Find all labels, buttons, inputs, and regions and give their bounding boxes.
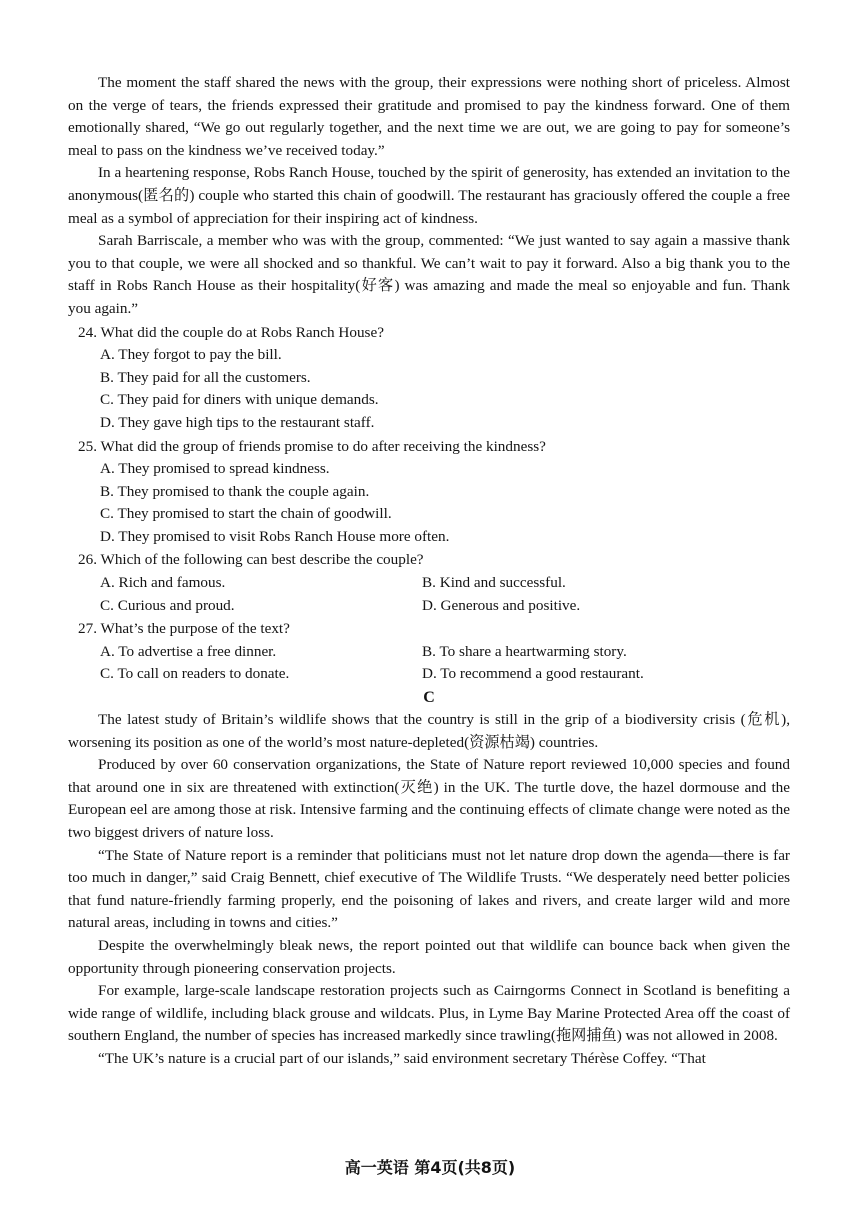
page-content	[68, 72, 790, 1071]
option-a: A. To advertise a free dinner.	[100, 642, 277, 660]
passage-c-paragraph-5: For example, large-scale landscape restoration projects such as Cairngorms Connect in Scotland is benefiting a wide range of wildlife, including black grouse and wildcats. Plus, in Lyme Bay Marine Protected Area off the coast of southern England, the number of species has increased markedly since trawling(拖网捕鱼) was not allowed in 2008.	[68, 982, 790, 1045]
passage-b-paragraph-1: The moment the staff shared the news with the group, their expressions were nothing short of priceless. Almost on the verge of tears, the friends expressed their gratitude and promised to pay the kindness forward. One of them emotionally shared, “We go out regularly together, and the next time we are out, we are going to pay for someone’s meal to pass on the kindness we’ve received today.”	[68, 74, 790, 159]
option-a: A. They forgot to pay the bill.	[100, 346, 282, 364]
question-27	[68, 618, 790, 686]
option-a: A. Rich and famous.	[100, 574, 226, 592]
option-c: C. They paid for diners with unique demands.	[100, 391, 379, 409]
passage-c-paragraph-6: “The UK’s nature is a crucial part of our islands,” said environment secretary Thérèse Coffey. “That	[98, 1049, 706, 1067]
question-options	[68, 344, 790, 434]
passage-c-paragraph-3: “The State of Nature report is a reminder that politicians must not let nature drop down the agenda—there is far too much in danger,” said Craig Bennett, chief executive of The Wildlife Trusts. “We desperately need better policies that fund nature-friendly farming properly, end the poisoning of lakes and rivers, and create larger wild and more natural areas, including in towns and cities.”	[68, 846, 790, 932]
option-row	[100, 572, 790, 595]
option-d: D. To recommend a good restaurant.	[422, 665, 644, 683]
option-d: D. They promised to visit Robs Ranch House more often.	[100, 527, 450, 545]
question-stem: 25. What did the group of friends promise to do after receiving the kindness?	[78, 437, 546, 455]
page-footer: 高一英语 第4页(共8页)	[344, 1158, 516, 1177]
question-options	[68, 641, 790, 686]
option-row	[100, 641, 790, 664]
question-stem: 24. What did the couple do at Robs Ranch House?	[78, 323, 384, 341]
option-b: B. They paid for all the customers.	[100, 368, 311, 386]
option-c: C. To call on readers to donate.	[100, 665, 290, 683]
option-d: D. Generous and positive.	[422, 596, 581, 614]
option-b: B. Kind and successful.	[422, 574, 566, 592]
passage-b-paragraph-2: In a heartening response, Robs Ranch House, touched by the spirit of generosity, has extended an invitation to the anonymous(匿名的) couple who started this chain of goodwill. The restaurant has graciously offered the couple a free meal as a symbol of appreciation for their inspiring act of kindness.	[68, 164, 790, 227]
question-options	[68, 572, 790, 617]
option-row	[100, 663, 790, 686]
question-26	[68, 549, 790, 617]
passage-b-paragraph-3: Sarah Barriscale, a member who was with the group, commented: “We just wanted to say again a massive thank you to that couple, we were all shocked and so thankful. We can’t wait to pay it forward. Also a big thank you to the staff in Robs Ranch House as their hospitality(好客) was amazing and made the meal so enjoyable and fun. Thank you again.”	[68, 232, 790, 317]
section-label: C	[423, 689, 435, 707]
question-24	[68, 322, 790, 435]
question-25	[68, 436, 790, 549]
passage-c-paragraph-4: Despite the overwhelmingly bleak news, the report pointed out that wildlife can bounce back when given the opportunity through pioneering conservation projects.	[68, 936, 790, 977]
question-stem: 26. Which of the following can best describe the couple?	[78, 551, 424, 569]
option-row	[100, 595, 790, 618]
option-b: B. To share a heartwarming story.	[422, 642, 627, 660]
question-options	[68, 458, 790, 548]
option-a: A. They promised to spread kindness.	[100, 460, 330, 478]
passage-c-paragraph-2: Produced by over 60 conservation organizations, the State of Nature report reviewed 10,000 species and found that around one in six are threatened with extinction(灭绝) in the UK. The turtle dove, the hazel dormouse and the European eel are among those at risk. Intensive farming and the continuing effects of climate change were noted as the two biggest drivers of nature loss.	[68, 756, 790, 841]
option-c: C. Curious and proud.	[100, 596, 235, 614]
passage-c-paragraph-1: The latest study of Britain’s wildlife shows that the country is still in the grip of a biodiversity crisis (危机), worsening its position as one of the world’s most nature-depleted(资源枯竭) countries.	[68, 711, 790, 751]
option-c: C. They promised to start the chain of goodwill.	[100, 505, 392, 523]
option-b: B. They promised to thank the couple again.	[100, 482, 370, 500]
question-stem: 27. What’s the purpose of the text?	[78, 620, 290, 638]
option-d: D. They gave high tips to the restaurant staff.	[100, 413, 375, 431]
